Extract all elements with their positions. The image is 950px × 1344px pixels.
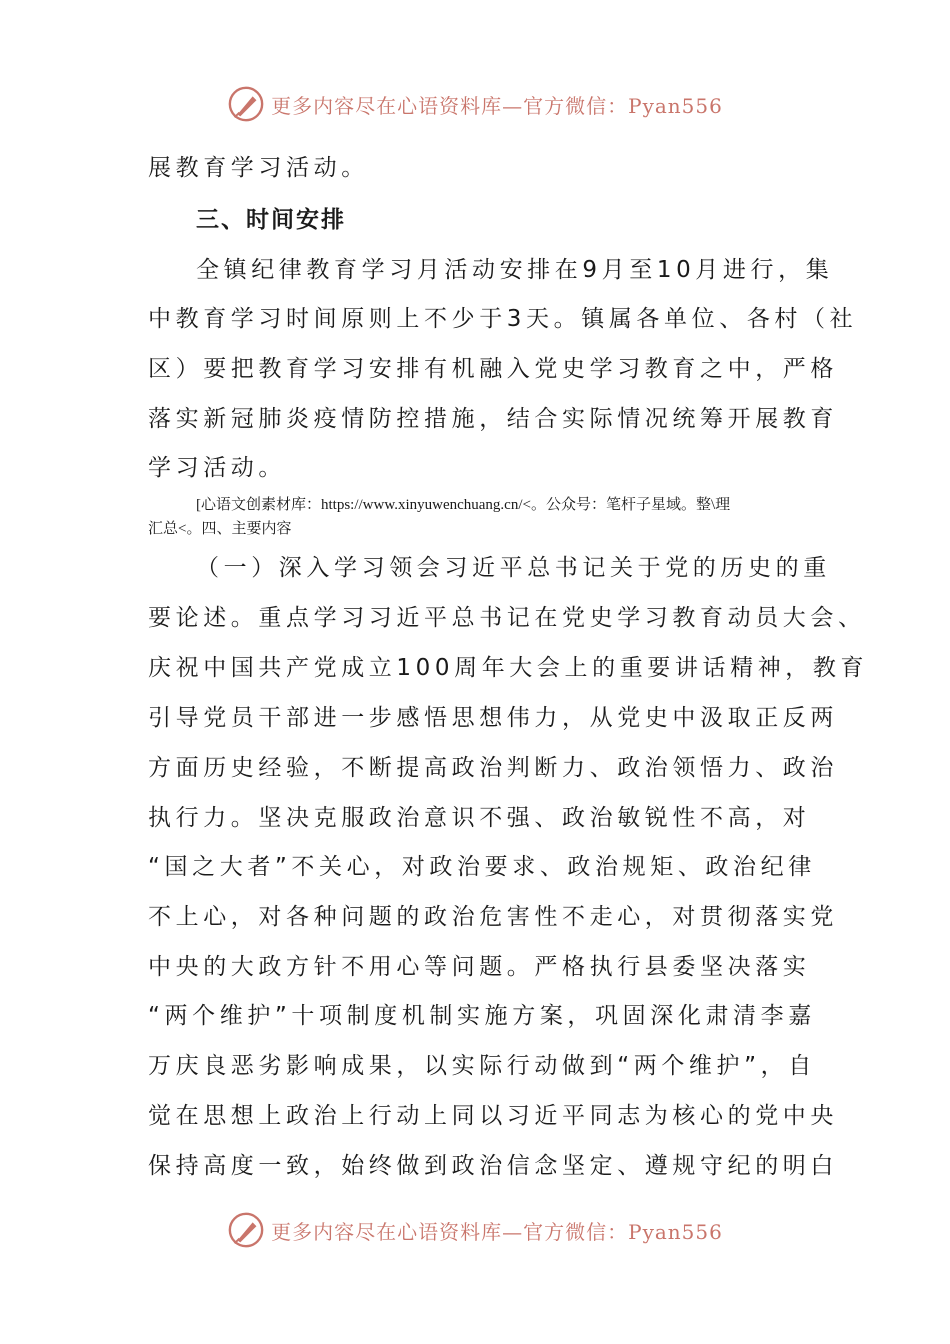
body-line: 引导党员干部进一步感悟思想伟力，从党史中汲取正反两: [148, 705, 838, 731]
body-line: 区）要把教育学习安排有机融入党史学习教育之中，严格: [148, 356, 838, 382]
section-heading-time: 三、时间安排: [196, 207, 346, 233]
body-line: 保持高度一致，始终做到政治信念坚定、遵规守纪的明白: [148, 1153, 838, 1179]
watermark-text: 更多内容尽在心语资料库—官方微信：Pyan556: [271, 93, 723, 118]
body-line: 落实新冠肺炎疫情防控措施，结合实际情况统筹开展教育: [148, 406, 838, 432]
body-line: “国之大者”不关心，对政治要求、政治规矩、政治纪律: [148, 854, 816, 880]
pen-nib-logo-icon: [227, 1211, 265, 1249]
body-line: 全镇纪律教育学习月活动安排在9月至10月进行，集: [196, 257, 834, 283]
body-line: 庆祝中国共产党成立100周年大会上的重要讲话精神，教育: [148, 655, 869, 681]
body-line: 执行力。坚决克服政治意识不强、政治敏锐性不高，对: [148, 805, 811, 831]
watermark-text: 更多内容尽在心语资料库—官方微信：Pyan556: [271, 1219, 723, 1244]
body-line: 觉在思想上政治上行动上同以习近平同志为核心的党中央: [148, 1103, 838, 1129]
body-line: 中央的大政方针不用心等问题。严格执行县委坚决落实: [148, 954, 811, 980]
body-line: 不上心，对各种问题的政治危害性不走心，对贯彻落实党: [148, 904, 838, 930]
body-line: （一）深入学习领会习近平总书记关于党的历史的重: [196, 555, 831, 581]
body-line: 要论述。重点学习习近平总书记在党史学习教育动员大会、: [148, 605, 866, 631]
body-line: 中教育学习时间原则上不少于3天。镇属各单位、各村（社: [148, 306, 858, 332]
body-line: 学习活动。: [148, 455, 286, 481]
header-watermark: [0, 84, 950, 124]
body-line: 展教育学习活动。: [148, 155, 369, 181]
footer-watermark: [0, 1210, 950, 1250]
body-line: 万庆良恶劣影响成果，以实际行动做到“两个维护”，自: [148, 1053, 816, 1079]
source-note-line1: [心语文创素材库：https://www.xinyuwenchuang.cn/<。公众号：笔杆子星域。整\理: [196, 497, 731, 513]
source-note-line2: 汇总<。四、主要内容: [148, 521, 292, 537]
body-line: “两个维护”十项制度机制实施方案，巩固深化肃清李嘉: [148, 1003, 816, 1029]
pen-nib-logo-icon: [227, 85, 265, 123]
body-line: 方面历史经验，不断提高政治判断力、政治领悟力、政治: [148, 755, 838, 781]
